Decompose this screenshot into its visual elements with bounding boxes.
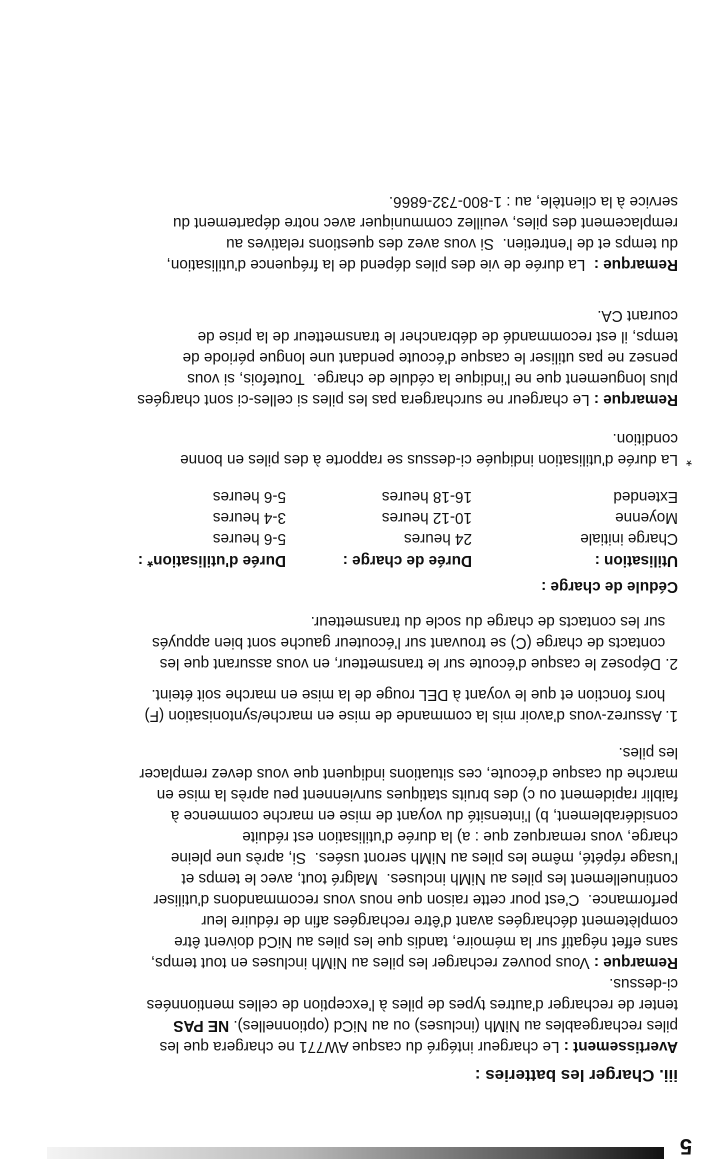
page-number: 5 <box>679 1134 693 1159</box>
footnote-line-2: condition. <box>612 430 678 447</box>
remark-text: Vous pouvez recharger les piles au NiMh incluses en tout temps, <box>150 954 594 971</box>
step-1-line-2: hors fonction et que le voyant à DEL rouge de la mise en marche soit éteint. <box>151 686 678 703</box>
table-header-charge-time: Durée de charge : <box>342 552 472 569</box>
remark2-line-2: plus longuement que ne l'indique la cédule de charge. Toutefois, si vous <box>187 370 678 387</box>
remark1-line-9: faiblir rapidement ou c) des bruits statiques surviennent peu après la mise en <box>156 786 678 803</box>
remark3-line-3: remplacement des piles, veuillez communiquer avec notre département du <box>172 214 678 231</box>
warning-line-2 <box>173 1015 678 1036</box>
warning-line-1 <box>160 1036 678 1057</box>
remark-label: Remarque : <box>593 954 678 971</box>
table-cell: 3-4 heures <box>212 509 286 526</box>
remark-label: Remarque : <box>593 391 678 408</box>
table-cell: Charge initiale <box>580 530 678 547</box>
remark1-line-3: complètement déchargées avant d'être rechargées afin de réduire leur <box>201 912 678 929</box>
table-cell: Extended <box>613 488 678 505</box>
remark1-line-5: continuellement les piles au NiMh incluses. Malgré tout, avec le temps et <box>181 870 678 887</box>
remark1-line-2: sans effet négatif sur la mémoire, tandis que les piles au NiCd doivent être <box>174 933 678 950</box>
remark3-line-2: du temps et de l'entretien. Si vous avez des questions relatives au <box>226 235 678 252</box>
table-header-usage-time: Durée d'utilisation* : <box>137 552 286 569</box>
table-cell: 10-12 heures <box>381 509 472 526</box>
warning-line-4: ci-dessus. <box>609 975 678 992</box>
remark-text: Le chargeur ne surchargera pas les piles si celles-ci sont chargées <box>137 391 594 408</box>
charge-schedule-title: Cédule de charge : <box>541 578 678 595</box>
remark2-line-5: courant CA. <box>597 307 678 324</box>
header-gradient-bar <box>47 1147 664 1159</box>
table-cell: 5-6 heures <box>212 530 286 547</box>
remark3-line-4: service à la clientèle, au : 1-800-732-6866. <box>388 193 678 210</box>
warning-emphasis: NE PAS <box>173 1017 230 1034</box>
remark1-line-6: l'usage répété, même les piles au NiMh seront usées. Si, après une pleine <box>170 849 678 866</box>
remark-text: La durée de vie des piles dépend de la fréquence d'utilisation, <box>166 256 594 273</box>
remark1-line-4: performance. C'est pour cette raison que nous vous recommandons d'utiliser <box>153 891 678 908</box>
step-1-line-1: 1. Assurez-vous d'avoir mis la commande de mise en marche/syntonisation (F) <box>144 707 678 724</box>
remark2-line-4: temps, il est recommandé de débrancher le transmetteur de la prise de <box>197 328 678 345</box>
warning-text: piles rechargeables au NiMh (incluses) ou au NiCd (optionnelles). <box>233 1017 678 1034</box>
remark1-line-1 <box>151 952 678 973</box>
table-header-usage: Utilisation : <box>594 552 678 569</box>
footnote-line-1: La durée d'utilisation indiquée ci-dessus se rapporte à des piles en bonne <box>180 451 678 468</box>
table-cell: 5-6 heures <box>212 488 286 505</box>
remark1-line-10: marche du casque d'écoute, ces situations indiquent que vous devez remplacer <box>139 765 678 782</box>
warning-line-3: tenter de recharger d'autres types de piles à l'exception de celles mentionnées <box>146 996 678 1013</box>
section-title: iii. Charger les batteries : <box>474 1066 678 1085</box>
warning-text: Le chargeur intégré du casque AW771 ne chargera que les <box>159 1038 564 1055</box>
remark2-line-1 <box>137 389 678 410</box>
table-cell: 24 heures <box>403 530 472 547</box>
warning-label: Avertissement : <box>563 1038 678 1055</box>
step-2-line-3: sur les contacts de charge du socle du transmetteur. <box>310 613 678 630</box>
remark-label: Remarque : <box>593 256 678 273</box>
table-cell: 16-18 heures <box>381 488 472 505</box>
remark2-line-3: pensez ne pas utiliser le casque d'écoute pendant une longue période de <box>182 349 678 366</box>
step-2-line-1: 2. Déposez le casque d'écoute sur le transmetteur, en vous assurant que les <box>159 655 678 672</box>
step-2-line-2: contacts de charge (C) se trouvant sur l'écouteur gauche sont bien appuyés <box>152 634 678 651</box>
remark1-line-11: les piles. <box>618 744 678 761</box>
table-cell: Moyenne <box>615 509 678 526</box>
footnote-marker: * <box>686 451 692 468</box>
remark3-line-1 <box>167 254 678 275</box>
remark1-line-7: charge, vous remarquez que : a) la durée d'utilisation est réduite <box>242 828 678 845</box>
remark1-line-8: considérablement, b) l'intensité du voyant de mise en marche commence à <box>170 807 678 824</box>
